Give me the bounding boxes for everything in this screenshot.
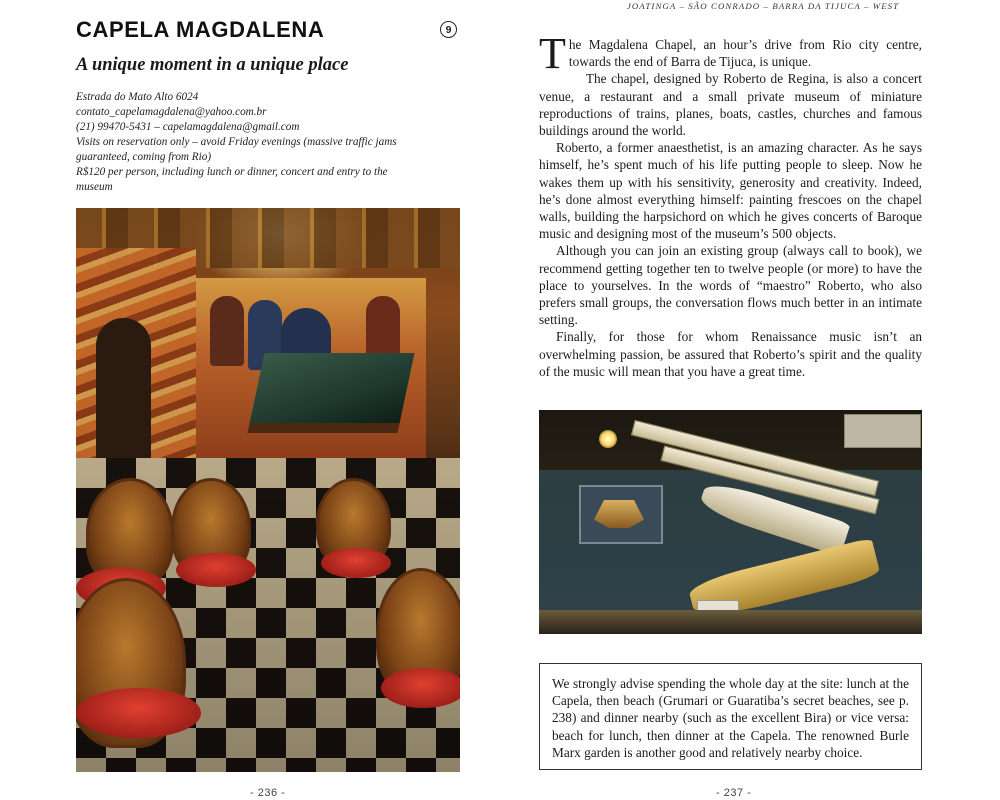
venue-info-block (76, 90, 436, 195)
paragraph (539, 29, 922, 78)
arched-doorway (96, 318, 151, 468)
chapel-interior-photo (76, 208, 460, 772)
info-address: Estrada do Mato Alto 6024 (76, 91, 199, 103)
chair-seat (321, 548, 391, 578)
right-page (500, 0, 1000, 800)
page-number: - 236 - (250, 787, 286, 799)
display-floor (539, 610, 922, 634)
chair-seat (176, 553, 256, 587)
venue-title: CAPELA MAGDALENA (76, 17, 325, 42)
article-body (539, 29, 922, 380)
entry-number-badge: 9 (440, 21, 457, 38)
chair-seat (381, 668, 460, 708)
chair-seat (76, 688, 201, 738)
info-price: R$120 per person, including lunch or dinner, concert and entry to the (76, 166, 388, 178)
air-conditioner (844, 414, 921, 448)
harpsichord (247, 353, 414, 433)
tip-box: We strongly advise spending the whole day at the site: lunch at the Capela, then beach (Grumari or Guaratiba’s secret beaches, see p. 238) and dinner nearby (such as the excellent Bira) or vice versa: beach for lunch, then dinner at the Capela. The renowned Burle Marx garden is another good and relatively nearby choice. (539, 663, 922, 770)
paragraph: Although you can join an existing group (always call to book), we recommend getting together ten to twelve people (or more) to have the place to yourselves. In the words of “maestro” Roberto, who also prefers small groups, the conversation flows much better in an intimate setting. (539, 243, 922, 328)
paragraph: The chapel, designed by Roberto de Regina, is also a concert venue, a restaurant and a small private museum of miniature reproductions of trains, planes, boats, castles, churches and famous buildings around the world. (539, 71, 922, 139)
info-email: contato_capelamagdalena@yahoo.com.br (76, 106, 267, 118)
fresco-figure (210, 296, 244, 366)
paragraph-text: he Magdalena Chapel, an hour’s drive from Rio city centre, towards the end of Barra de Tijuca, is unique. (568, 37, 922, 70)
info-visits-cont: guaranteed, coming from Rio) (76, 151, 212, 163)
venue-subtitle: A unique moment in a unique place (76, 55, 349, 75)
spotlight (599, 430, 617, 448)
page-number: - 237 - (716, 787, 752, 799)
museum-models-photo (539, 410, 922, 634)
info-phone: (21) 99470-5431 – capelamagdalena@gmail.com (76, 121, 300, 133)
paragraph: Roberto, a former anaesthetist, is an amazing character. As he says himself, he’s spent much of his life putting people to sleep. Now he wakes them up with his sensitivity, generosity and creativity. Indeed, he’s done almost everything himself: painting frescoes on the chapel walls, building the harpsichord on which he gives concerts of Baroque music and designing most of the museum’s 500 objects. (539, 140, 922, 242)
running-head: JOATINGA – SÃO CONRADO – BARRA DA TIJUCA – WEST (626, 1, 900, 11)
info-price-cont: museum (76, 181, 113, 193)
drop-cap: T (539, 29, 566, 78)
info-visits: Visits on reservation only – avoid Friday evenings (massive traffic jams (76, 136, 397, 148)
paragraph: Finally, for those for whom Renaissance music isn’t an overwhelming passion, be assured that Roberto’s spirit and the quality of the music will mean that you have a great time. (539, 329, 922, 379)
